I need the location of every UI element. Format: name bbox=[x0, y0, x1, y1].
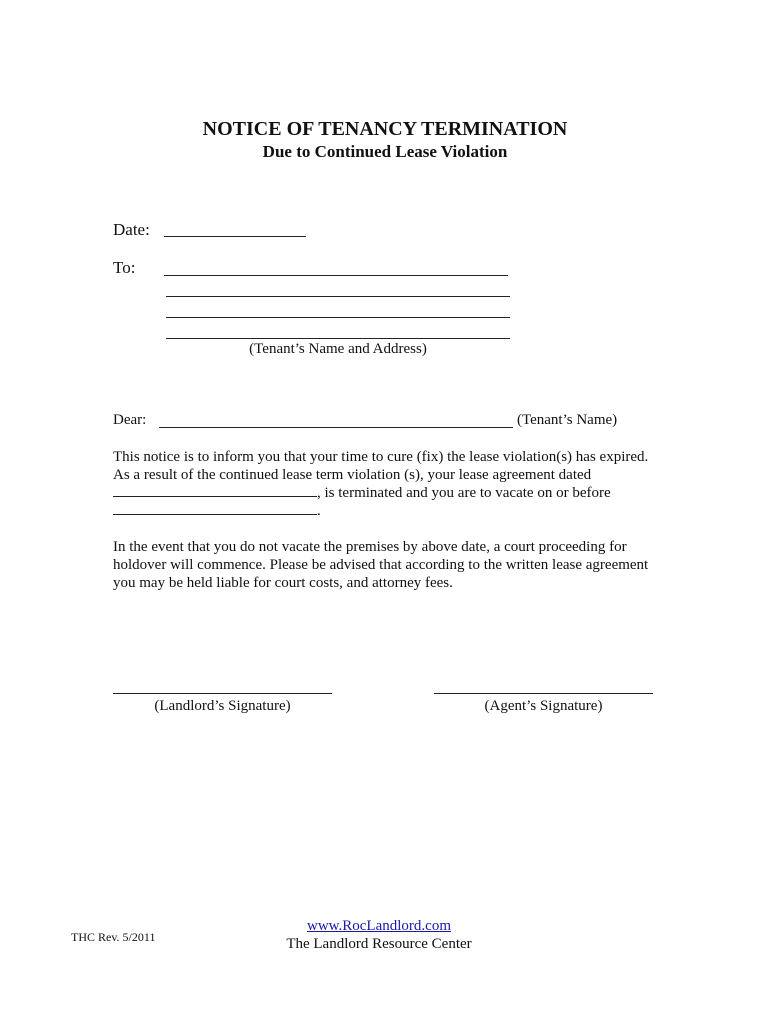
organization-name: The Landlord Resource Center bbox=[286, 936, 472, 952]
paragraph-1-line-4 bbox=[113, 502, 321, 520]
revision-note: THC Rev. 5/2011 bbox=[71, 930, 156, 944]
paragraph-2-line-2: holdover will commence. Please be advised that according to the written lease agreement bbox=[113, 557, 649, 573]
dear-label: Dear: bbox=[113, 412, 147, 428]
tenant-name-line[interactable] bbox=[159, 427, 513, 428]
date-field-line[interactable] bbox=[164, 236, 306, 237]
date-label: Date: bbox=[113, 220, 150, 239]
landlord-signature-caption: (Landlord’s Signature) bbox=[154, 698, 291, 714]
address-line-3[interactable] bbox=[166, 317, 510, 318]
paragraph-2-line-3: you may be held liable for court costs, and attorney fees. bbox=[113, 575, 453, 591]
website-link[interactable]: www.RocLandlord.com bbox=[307, 918, 451, 934]
paragraph-1-line-1: This notice is to inform you that your time to cure (fix) the lease violation(s) has expired. bbox=[113, 449, 649, 465]
terminated-text: , is terminated and you are to vacate on or before bbox=[317, 485, 611, 501]
paragraph-2-line-1: In the event that you do not vacate the premises by above date, a court proceeding for bbox=[113, 539, 627, 555]
address-line-2[interactable] bbox=[166, 296, 510, 297]
paragraph-1-line-3 bbox=[113, 484, 611, 502]
lease-date-blank[interactable] bbox=[113, 484, 317, 497]
document-subtitle: Due to Continued Lease Violation bbox=[262, 142, 508, 161]
agent-signature-line[interactable] bbox=[434, 693, 653, 694]
address-line-4[interactable] bbox=[166, 338, 510, 339]
tenant-address-caption: (Tenant’s Name and Address) bbox=[249, 341, 427, 357]
document-title: NOTICE OF TENANCY TERMINATION bbox=[202, 118, 568, 140]
landlord-signature-line[interactable] bbox=[113, 693, 332, 694]
paragraph-1-line-2: As a result of the continued lease term violation (s), your lease agreement dated bbox=[113, 467, 592, 483]
address-line-1[interactable] bbox=[164, 275, 508, 276]
agent-signature-caption: (Agent’s Signature) bbox=[484, 698, 603, 714]
vacate-date-blank[interactable] bbox=[113, 502, 317, 515]
tenant-name-caption: (Tenant’s Name) bbox=[517, 412, 618, 428]
sentence-end: . bbox=[317, 503, 321, 519]
to-label: To: bbox=[113, 258, 136, 277]
